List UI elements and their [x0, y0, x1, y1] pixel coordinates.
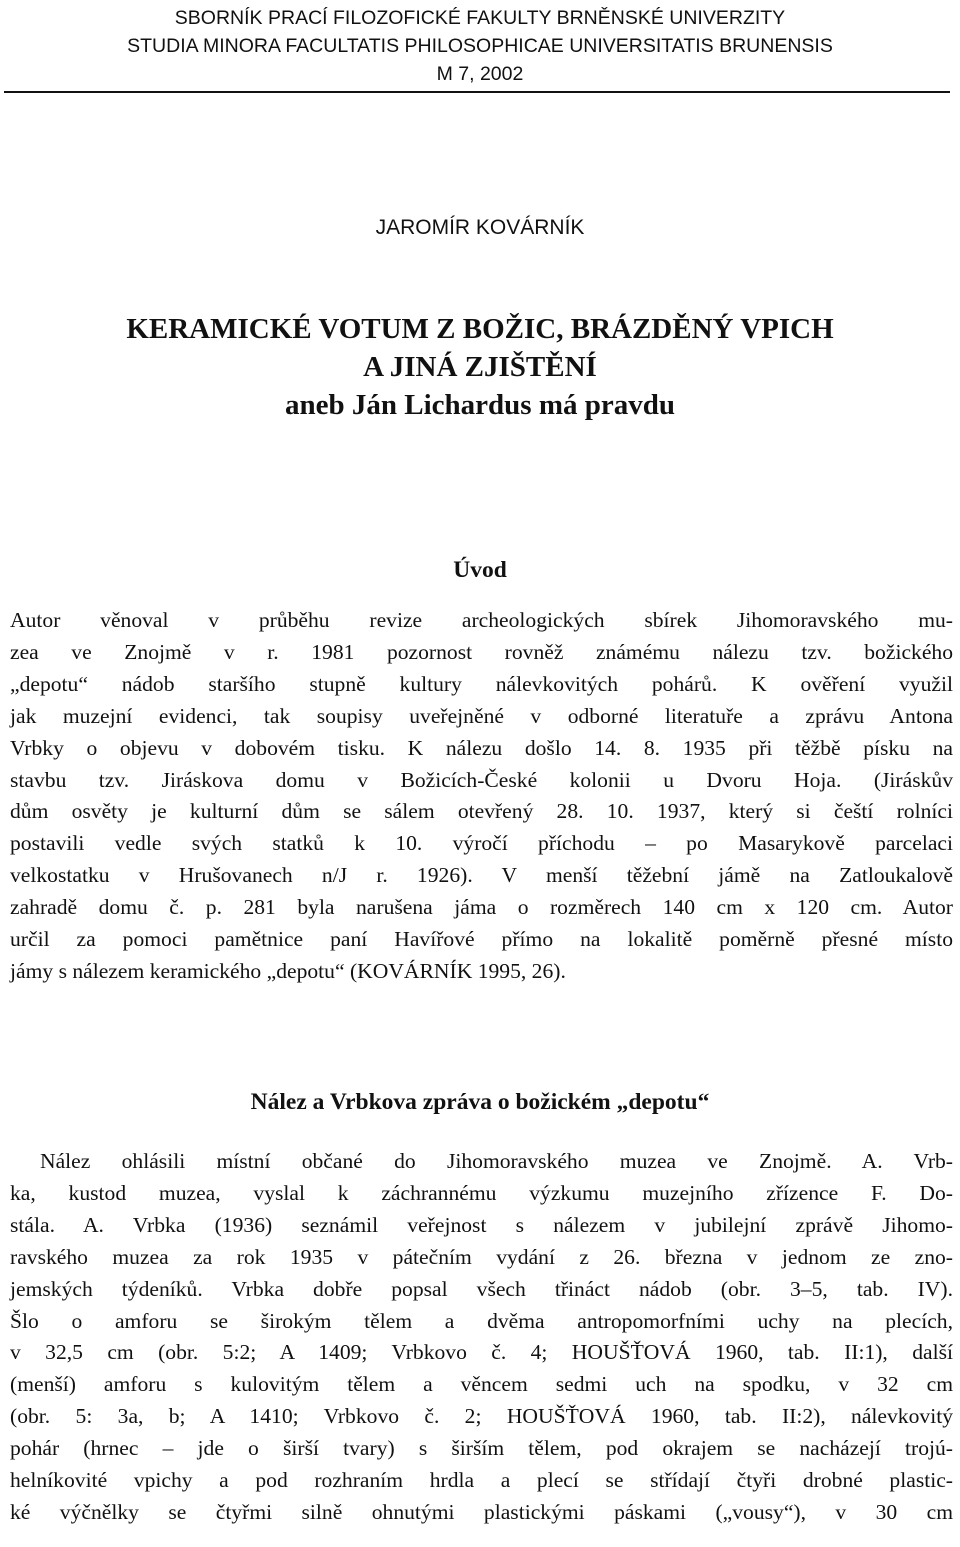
- journal-header-line-2: STUDIA MINORA FACULTATIS PHILOSOPHICAE UNIVERSITATIS BRUNENSIS: [127, 35, 833, 57]
- journal-header-line-1: SBORNÍK PRACÍ FILOZOFICKÉ FAKULTY BRNĚNSKÉ UNIVERZITY: [174, 7, 786, 29]
- text-line: Nález ohlásili místní občané do Jihomoravského muzea ve Znojmě. A. Vrb-: [40, 1149, 953, 1173]
- text-line: ka, kustod muzea, vyslal k záchrannému výzkumu muzejního zřízence F. Do-: [10, 1180, 953, 1205]
- text-line: stavbu tzv. Jiráskova domu v Božicích-České kolonii u Dvoru Hoja. (Jiráskův: [10, 767, 953, 792]
- text-line: Autor věnoval v průběhu revize archeologických sbírek Jihomoravského mu-: [10, 608, 953, 632]
- text-line: (obr. 5: 3a, b; A 1410; Vrbkovo č. 2; HOUŠŤOVÁ 1960, tab. II:2), nálevkovitý: [10, 1404, 953, 1429]
- article-title-line-2: A JINÁ ZJIŠTĚNÍ: [363, 351, 597, 383]
- text-line: ké výčnělky se čtyřmi silně ohnutými plastickými páskami („vousy“), v 30 cm: [10, 1499, 953, 1524]
- text-line: jemských týdeníků. Vrbka dobře popsal všech třináct nádob (obr. 3–5, tab. IV).: [10, 1276, 953, 1301]
- text-line: (menší) amforu s kulovitým tělem a věncem sedmi uch na spodku, v 32 cm: [10, 1372, 953, 1397]
- text-line: postavili vedle svých statků k 10. výročí příchodu – po Masarykově parcelaci: [10, 831, 953, 856]
- text-line: jámy s nálezem keramického „depotu“ (KOVÁRNÍK 1995, 26).: [10, 958, 566, 983]
- text-line: ravského muzea za rok 1935 v pátečním vydání z 26. března v jednom ze zno-: [10, 1244, 953, 1269]
- text-line: pohár (hrnec – jde o širší tvary) s širším tělem, pod okrajem se nacházejí trojú-: [10, 1436, 953, 1461]
- paragraph-uvod: [10, 605, 953, 988]
- article-title: [0, 310, 960, 424]
- text-line: Šlo o amforu se širokým tělem a dvěma antropomorfními uchy na plecích,: [10, 1308, 953, 1333]
- text-line: zea ve Znojmě v r. 1981 pozornost rovněž známému nálezu tzv. božického: [10, 639, 953, 664]
- article-author: JAROMÍR KOVÁRNÍK: [375, 216, 585, 239]
- journal-header-line-3: M 7, 2002: [436, 63, 524, 85]
- text-line: v 32,5 cm (obr. 5:2; A 1409; Vrbkovo č. 4; HOUŠŤOVÁ 1960, tab. II:1), další: [10, 1340, 953, 1365]
- section-heading-nalez: Nález a Vrbkova zpráva o božickém „depotu“: [250, 1089, 710, 1115]
- text-line: helníkovité vpichy a pod rozhraním hrdla a plecí se střídají čtyři drobné plastic-: [10, 1468, 953, 1493]
- article-title-line-1: KERAMICKÉ VOTUM Z BOŽIC, BRÁZDĚNÝ VPICH: [126, 313, 834, 345]
- text-line: Vrbky o objevu v dobovém tisku. K nálezu došlo 14. 8. 1935 při těžbě písku na: [10, 735, 953, 760]
- text-line: „depotu“ nádob staršího stupně kultury nálevkovitých pohárů. K ověření využil: [10, 671, 953, 696]
- text-line: stála. A. Vrbka (1936) seznámil veřejnost s nálezem v jubilejní zprávě Jihomo-: [10, 1212, 953, 1237]
- text-line: dům osvěty je kulturní dům se sálem otevřený 28. 10. 1937, který si čeští rolníci: [10, 799, 953, 824]
- article-subtitle: aneb Ján Lichardus má pravdu: [285, 389, 675, 421]
- section-heading-uvod: Úvod: [453, 557, 507, 583]
- paragraph-nalez: [10, 1146, 953, 1529]
- header-divider: [4, 91, 950, 93]
- text-line: zahradě domu č. p. 281 byla narušena jáma o rozměrech 140 cm x 120 cm. Autor: [10, 895, 953, 920]
- text-line: jak muzejní evidenci, tak soupisy uveřejněné v odborné literatuře a zprávu Antona: [10, 703, 953, 728]
- text-line: určil za pomoci pamětnice paní Havířové přímo na lokalitě poměrně přesné místo: [10, 927, 953, 952]
- journal-header: [0, 4, 960, 88]
- text-line: velkostatku v Hrušovanech n/J r. 1926). V menší těžební jámě na Zatloukalově: [10, 863, 953, 888]
